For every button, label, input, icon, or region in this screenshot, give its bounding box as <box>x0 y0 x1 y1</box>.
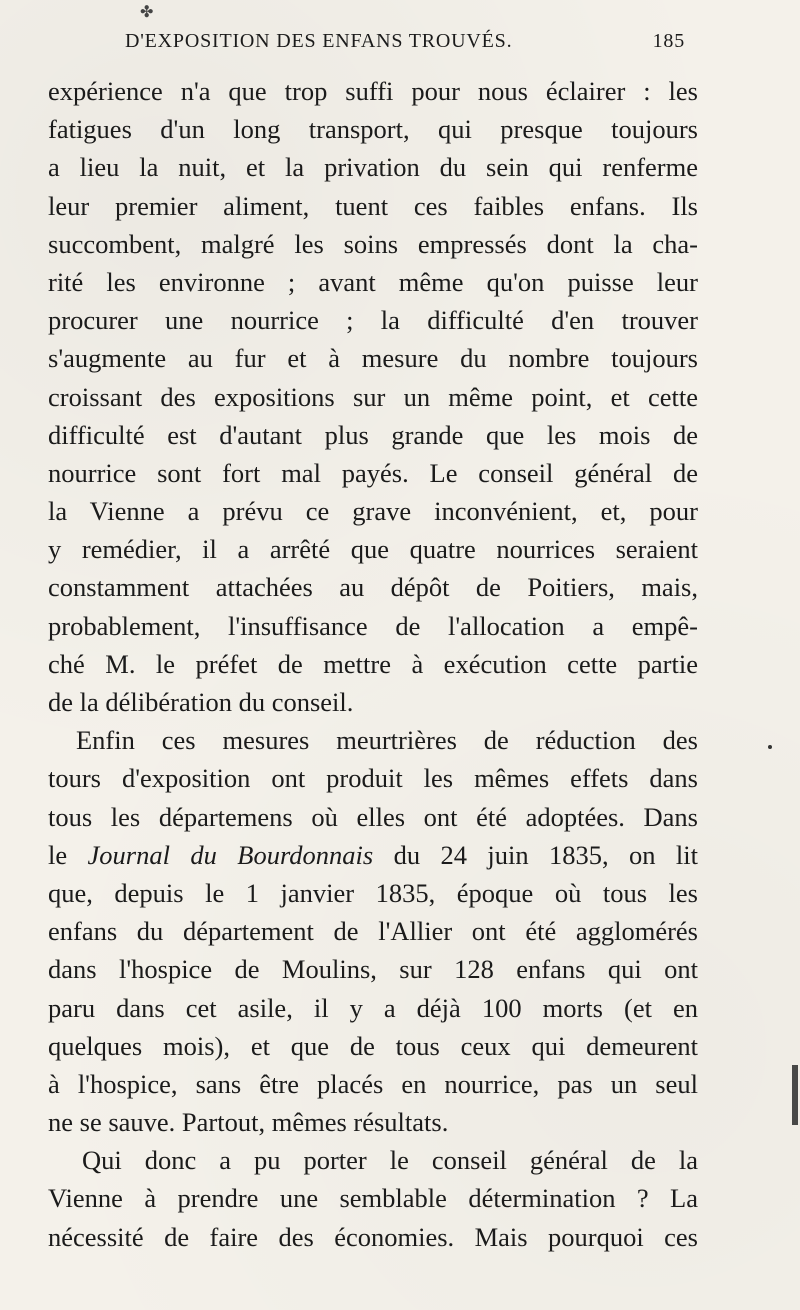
text-line: leur premier aliment, tuent ces faibles enfans. Ils <box>48 190 698 221</box>
text-line: y remédier, il a arrêté que quatre nourrices seraient <box>48 534 698 565</box>
text-line: nécessité de faire des économies. Mais pourquoi ces <box>48 1221 698 1252</box>
text-line: s'augmente au fur et à mesure du nombre toujours <box>48 343 698 374</box>
text-fragment: du 24 juin 1835, on lit <box>393 839 699 870</box>
body-text <box>48 72 698 1256</box>
text-line: croissant des expositions sur un même point, et cette <box>48 381 698 412</box>
text-line: paru dans cet asile, il y a déjà 100 morts (et en <box>48 992 698 1023</box>
text-line: difficulté est d'autant plus grande que les mois de <box>48 419 698 450</box>
text-line: ché M. le préfet de mettre à exécution cette partie <box>48 648 698 679</box>
text-line: rité les environne ; avant même qu'on puisse leur <box>48 266 698 297</box>
running-header <box>125 30 685 64</box>
text-line: que, depuis le 1 janvier 1835, époque où tous les <box>48 877 698 908</box>
page-edge-mark <box>792 1065 798 1125</box>
text-line: la Vienne a prévu ce grave inconvénient, et, pour <box>48 496 698 527</box>
running-title: D'EXPOSITION DES ENFANS TROUVÉS. <box>125 30 513 52</box>
text-line: expérience n'a que trop suffi pour nous éclairer : les <box>48 76 698 106</box>
text-line: enfans du département de l'Allier ont été agglomérés <box>48 916 698 947</box>
text-line: Enfin ces mesures meurtrières de réduction des <box>76 725 698 756</box>
text-line: a lieu la nuit, et la privation du sein qui renferme <box>48 152 698 183</box>
text-line-with-italic <box>48 836 698 874</box>
text-line: succombent, malgré les soins empressés dont la cha- <box>48 228 698 259</box>
text-line: à l'hospice, sans être placés en nourrice, pas un seul <box>48 1068 698 1099</box>
text-line: quelques mois), et que de tous ceux qui demeurent <box>48 1030 698 1061</box>
text-line: Vienne à prendre une semblable détermination ? La <box>48 1183 698 1214</box>
text-line: constamment attachées au dépôt de Poitiers, mais, <box>48 572 698 603</box>
stray-ink-dot <box>768 745 772 749</box>
text-line: fatigues d'un long transport, qui presque toujours <box>48 114 698 145</box>
journal-title: Journal du Bourdonnais <box>87 839 374 870</box>
text-line: tous les départemens où elles ont été adoptées. Dans <box>48 801 698 832</box>
text-line: nourrice sont fort mal payés. Le conseil général de <box>48 457 698 488</box>
text-line: procurer une nourrice ; la difficulté d'en trouver <box>48 305 698 336</box>
printer-ornament-icon: ✤ <box>140 2 154 21</box>
text-line: probablement, l'insuffisance de l'allocation a empê- <box>48 610 698 641</box>
text-fragment: le <box>48 839 68 870</box>
text-line: dans l'hospice de Moulins, sur 128 enfans qui ont <box>48 954 698 985</box>
text-line: Qui donc a pu porter le conseil général de la <box>82 1145 698 1176</box>
text-line: de la délibération du conseil. <box>48 687 354 717</box>
text-line: ne se sauve. Partout, mêmes résultats. <box>48 1107 449 1138</box>
page-number: 185 <box>652 30 685 52</box>
text-line: tours d'exposition ont produit les mêmes effets dans <box>48 763 698 794</box>
